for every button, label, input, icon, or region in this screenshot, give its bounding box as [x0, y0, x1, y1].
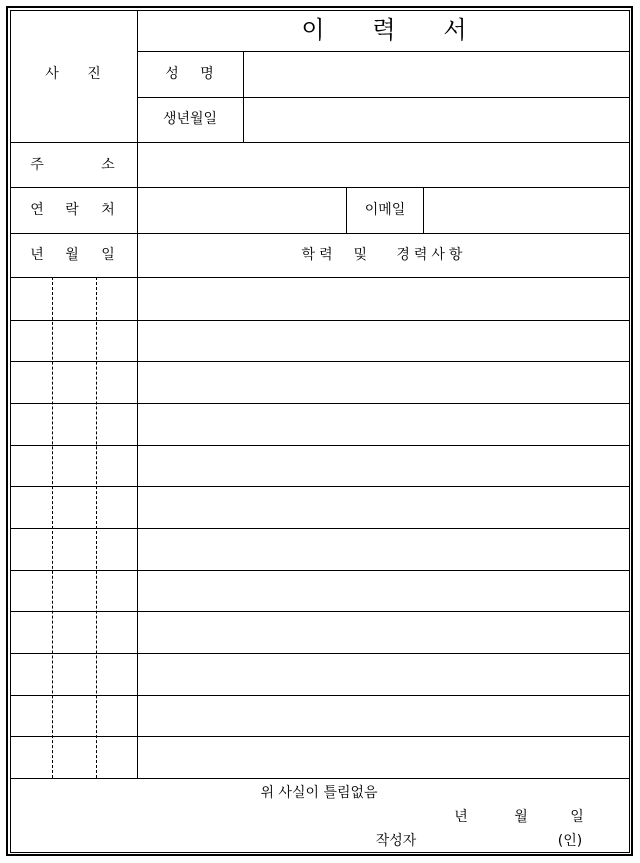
title-char: 이 [301, 16, 325, 44]
rule [10, 233, 630, 234]
rule [10, 403, 630, 404]
name-label: 성 [165, 66, 179, 82]
rule [10, 695, 630, 696]
footer-date: 일 [570, 809, 584, 825]
rule [10, 486, 630, 487]
rule [10, 778, 630, 779]
photo-label: 사 [45, 66, 59, 82]
address-label: 소 [101, 157, 115, 173]
footer-date: 년 [454, 809, 468, 825]
date-divider [96, 277, 97, 778]
rule [10, 736, 630, 737]
rule [10, 653, 630, 654]
rule [10, 320, 630, 321]
contact-label: 락 [65, 202, 79, 218]
rule [346, 187, 347, 233]
date-header: 일 [101, 247, 115, 263]
rule [10, 361, 630, 362]
name-field[interactable] [244, 52, 629, 97]
contact-label: 처 [101, 202, 115, 218]
rule [10, 277, 630, 278]
seal-mark: (인) [557, 833, 583, 849]
rule [10, 570, 630, 571]
date-header: 월 [65, 247, 79, 263]
statement: 위 사실이 틀림없음 [260, 785, 378, 801]
author-label: 작성자 [375, 833, 417, 849]
email-label: 이메일 [364, 202, 406, 218]
date-divider [52, 277, 53, 778]
email-field[interactable] [424, 188, 629, 233]
rule [10, 528, 630, 529]
rule [137, 10, 138, 778]
birth-field[interactable] [244, 98, 629, 142]
address-field[interactable] [138, 143, 629, 187]
address-label: 주 [30, 157, 44, 173]
contact-label: 연 [30, 202, 44, 218]
title-char: 서 [443, 16, 467, 44]
rule [10, 611, 630, 612]
date-header: 년 [30, 247, 44, 263]
birth-label: 생년월일 [162, 111, 218, 127]
footer-date: 월 [514, 809, 528, 825]
contact-field[interactable] [138, 188, 346, 233]
rule [10, 445, 630, 446]
name-label: 명 [200, 66, 214, 82]
history-header: 학력 및 경력사항 [301, 247, 467, 263]
photo-label: 진 [87, 66, 101, 82]
title-char: 력 [372, 16, 396, 44]
